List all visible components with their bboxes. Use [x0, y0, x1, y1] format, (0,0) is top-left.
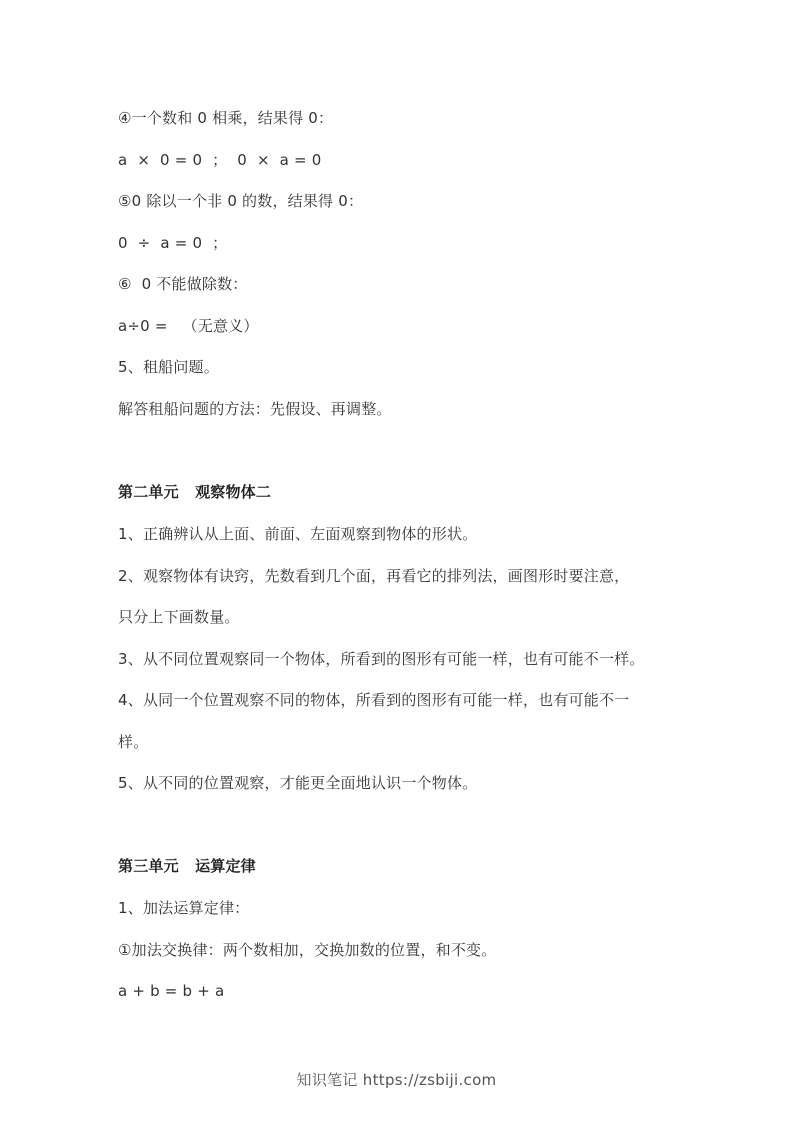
unit2-item-5: 5、从不同的位置观察，才能更全面地认识一个物体。 [118, 774, 478, 792]
formula-zero-divided: 0 ÷ a = 0 ； [118, 234, 228, 252]
unit2-item-4-cont: 样。 [118, 733, 149, 751]
footer-watermark: 知识笔记 https://zsbiji.com [296, 1071, 497, 1089]
unit3-commutative-formula: a + b = b + a [118, 982, 225, 1000]
rule-zero-divisor: ⑥ 0 不能做除数： [118, 275, 248, 293]
unit2-item-4: 4、从同一个位置观察不同的物体，所看到的图形有可能一样，也有可能不一 [118, 691, 630, 709]
unit2-item-2-cont: 只分上下画数量。 [118, 608, 240, 626]
formula-zero-divisor: a÷0 = （无意义） [118, 317, 259, 335]
boat-rental-title: 5、租船问题。 [118, 358, 219, 376]
unit3-commutative-law: ①加法交换律：两个数相加，交换加数的位置，和不变。 [118, 941, 497, 959]
rule-zero-multiply: ④一个数和 0 相乘，结果得 0： [118, 109, 334, 127]
boat-rental-method: 解答租船问题的方法：先假设、再调整。 [118, 400, 392, 418]
unit2-item-1: 1、正确辨认从上面、前面、左面观察到物体的形状。 [118, 525, 478, 543]
unit2-item-2: 2、观察物体有诀窍，先数看到几个面，再看它的排列法，画图形时要注意， [118, 567, 630, 585]
formula-zero-multiply: a × 0 = 0 ； 0 × a = 0 [118, 151, 322, 169]
rule-zero-divided: ⑤0 除以一个非 0 的数，结果得 0： [118, 192, 364, 210]
unit2-item-3: 3、从不同位置观察同一个物体，所看到的图形有可能一样，也有可能不一样。 [118, 650, 645, 668]
unit2-heading: 第二单元 观察物体二 [118, 483, 272, 501]
unit3-heading: 第三单元 运算定律 [118, 857, 256, 875]
unit3-item-1: 1、加法运算定律： [118, 899, 250, 917]
